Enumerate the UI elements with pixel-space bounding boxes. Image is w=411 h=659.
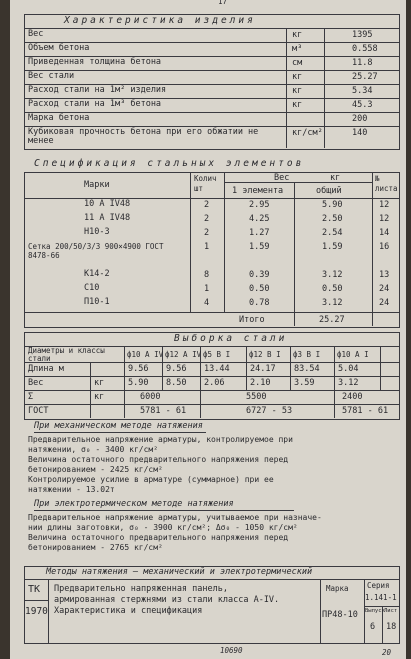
specification-table <box>24 158 400 328</box>
spec-row-sheet: 14 <box>379 228 390 238</box>
spec-row-total: 2.54 <box>322 228 343 238</box>
electrothermal-text-line: нии длины заготовки, σ₀ - 3900 кг/см²; Δσ₀ - 1050 кг/см² <box>28 523 298 532</box>
stamp-desc-2: Характеристика и спецификация <box>54 606 203 616</box>
char-row-value: 1395 <box>352 30 373 40</box>
mechanical-text-line: бетонированием - 2425 кг/см² <box>28 465 163 474</box>
spec-row-one: 0.78 <box>249 298 270 308</box>
spec-row-sheet: 24 <box>379 298 390 308</box>
spec-row-mark: 11 А IV48 <box>84 213 131 223</box>
selection-cell: 9.56 <box>166 364 187 374</box>
char-row-unit: м³ <box>292 44 303 54</box>
char-row-label: Объем бетона <box>28 43 90 53</box>
spec-total-value: 25.27 <box>319 315 345 325</box>
selection-cell: 8.50 <box>166 378 187 388</box>
spec-row-mark: П10-1 <box>84 297 110 307</box>
mechanical-text-line: натяжении, σ₀ - 3400 кг/см² <box>28 445 159 454</box>
selection-row-unit: кг <box>94 392 105 402</box>
selection-cell: 3.59 <box>294 378 315 388</box>
selection-row-label: Σ <box>28 392 34 402</box>
char-row-label: Расход стали на 1м³ бетона <box>28 99 162 109</box>
spec-row-total: 1.59 <box>322 242 343 252</box>
top-page-number: 17 <box>218 0 228 6</box>
marka-label: Марка <box>326 584 349 593</box>
spec-header-sheet: № листа <box>375 174 398 193</box>
selection-cell: 2.06 <box>204 378 225 388</box>
spec-row-qty: 2 <box>204 228 210 238</box>
spec-row-qty: 4 <box>204 298 210 308</box>
char-row-label: Расход стали на 1м² изделия <box>28 85 167 95</box>
selection-cell: 13.44 <box>204 364 230 374</box>
selection-row-unit: кг <box>94 378 105 388</box>
selection-col-header: ф10 А IV <box>127 350 164 359</box>
spec-row-one: 0.39 <box>249 270 270 280</box>
char-row-unit: кг <box>292 72 303 82</box>
specification-title: Спецификация стальных элементов <box>34 158 305 169</box>
marka-value: ПР48-10 <box>322 610 358 620</box>
selection-group-cell: 6000 <box>140 392 161 402</box>
characteristics-title: Характеристика изделия <box>64 15 256 26</box>
spec-row-one: 0.50 <box>249 284 270 294</box>
mechanical-text-line: Предварительное напряжение арматуры, контролируемое при <box>28 435 293 444</box>
spec-row-one: 1.27 <box>249 228 270 238</box>
title-block <box>24 566 400 644</box>
list-value: 18 <box>386 622 397 632</box>
spec-row-sheet: 16 <box>379 242 390 252</box>
spec-row-sheet: 13 <box>379 270 390 280</box>
selection-col-header: ф10 А I <box>337 350 369 359</box>
char-row-unit: кг <box>292 100 303 110</box>
selection-group-cell: 5500 <box>246 392 267 402</box>
spec-row-sheet: 24 <box>379 284 390 294</box>
char-row-label: Кубиковая прочность бетона при его обжатии не менее <box>28 127 259 146</box>
selection-cell: 3.12 <box>338 378 359 388</box>
spec-row-qty: 8 <box>204 270 210 280</box>
char-row-value: 200 <box>352 114 368 124</box>
selection-col-header: ф5 В I <box>203 350 231 359</box>
mechanical-text-line: Величина остаточного предварительного напряжения перед <box>28 455 289 464</box>
mechanical-text-line: Контролируемое усилие в арматуре (суммарное) при ее <box>28 475 274 484</box>
spec-row-total: 5.90 <box>322 200 343 210</box>
spec-total-label: Итого <box>239 315 265 325</box>
seria-value: 1.141-1 <box>365 593 397 602</box>
char-row-label: Приведенная толщина бетона <box>28 57 162 67</box>
selection-cell: 9.56 <box>128 364 149 374</box>
char-row-value: 25.27 <box>352 72 378 82</box>
electrothermal-text-line: Предварительное напряжение арматуры, учитываемое при назначе- <box>28 513 322 522</box>
char-row-unit: см <box>292 58 303 68</box>
char-row-unit: кг <box>292 86 303 96</box>
selection-group-cell: 6727 - 53 <box>246 406 293 416</box>
selection-cell: 5.04 <box>338 364 359 374</box>
selection-group-cell: 5781 - 61 <box>342 406 389 416</box>
selection-group-cell: 5781 - 61 <box>140 406 187 416</box>
spec-row-total: 3.12 <box>322 298 343 308</box>
spec-row-one: 4.25 <box>249 214 270 224</box>
spec-row-mark: Сетка 200/50/3/3 900×4900 ГОСТ 8478-66 <box>28 242 164 260</box>
seria-label: Серия <box>367 581 390 590</box>
spec-header-weight: Вес <box>274 173 290 183</box>
selection-title: Выборка стали <box>174 333 288 344</box>
spec-row-qty: 2 <box>204 200 210 210</box>
list-label: Лист <box>384 608 398 614</box>
steel-selection-table <box>24 332 400 420</box>
drawing-sheet <box>10 0 406 659</box>
selection-cell: 24.17 <box>250 364 276 374</box>
selection-row-header: Диаметры и классы стали <box>28 346 105 363</box>
spec-row-mark: Н10-3 <box>84 227 110 237</box>
spec-header-marks: Марки <box>84 180 110 190</box>
bottom-right-number: 20 <box>382 648 392 657</box>
spec-row-one: 2.95 <box>249 200 270 210</box>
selection-cell: 83.54 <box>294 364 320 374</box>
spec-row-sheet: 12 <box>379 200 390 210</box>
spec-row-mark: К14-2 <box>84 269 110 279</box>
char-row-value: 140 <box>352 128 368 138</box>
spec-row-mark: С10 <box>84 283 100 293</box>
spec-header-kg: кг <box>330 173 341 183</box>
selection-col-header: ф12 А IV <box>165 350 202 359</box>
spec-row-total: 2.50 <box>322 214 343 224</box>
spec-row-qty: 2 <box>204 214 210 224</box>
char-row-label: Вес стали <box>28 71 75 81</box>
spec-header-one: 1 элемента <box>232 186 284 196</box>
selection-col-header: ф3 В I <box>293 350 321 359</box>
mechanical-text-line: натяжении - 13.02т <box>28 485 115 494</box>
selection-cell: 5.90 <box>128 378 149 388</box>
stamp-desc-0: Предварительно напряженная панель, <box>54 584 228 594</box>
selection-row-label: ГОСТ <box>28 406 49 416</box>
electrothermal-method-title: При электротермическом методе натяжения <box>34 499 234 509</box>
methods-line: Методы натяжения — механический и электротермический <box>46 567 313 577</box>
spec-row-one: 1.59 <box>249 242 270 252</box>
spec-header-qty: Колич шт <box>194 174 217 193</box>
char-row-label: Марка бетона <box>28 113 90 123</box>
selection-cell: 2.10 <box>250 378 271 388</box>
char-row-value: 5.34 <box>352 86 373 96</box>
spec-header-total: общий <box>316 186 342 196</box>
bottom-number: 10690 <box>220 646 243 655</box>
vyp-value: 6 <box>370 622 376 632</box>
char-row-value: 11.8 <box>352 58 373 68</box>
tk-label: ТК <box>28 584 41 595</box>
char-row-unit: кг <box>292 30 303 40</box>
char-row-value: 0.558 <box>352 44 378 54</box>
char-row-unit: кг/см² <box>292 128 323 138</box>
mechanical-method-title: При механическом методе натяжения <box>34 421 203 431</box>
char-row-value: 45.3 <box>352 100 373 110</box>
selection-row-label: Длина м <box>28 364 64 374</box>
spec-row-total: 3.12 <box>322 270 343 280</box>
selection-group-cell: 2400 <box>342 392 363 402</box>
selection-row-label: Вес <box>28 378 44 388</box>
year-label: 1970 <box>25 606 48 617</box>
spec-row-sheet: 12 <box>379 214 390 224</box>
selection-col-header: ф12 В I <box>249 350 281 359</box>
spec-row-qty: 1 <box>204 242 210 252</box>
spec-row-total: 0.50 <box>322 284 343 294</box>
electrothermal-text-line: Величина остаточного предварительного напряжения перед <box>28 533 289 542</box>
spec-row-qty: 1 <box>204 284 210 294</box>
spec-row-mark: 10 А IV48 <box>84 199 131 209</box>
characteristics-table <box>24 14 400 150</box>
stamp-desc-1: армированная стержнями из стали класса А-IV. <box>54 595 280 605</box>
electrothermal-text-line: бетонированием - 2765 кг/см² <box>28 543 163 552</box>
vyp-label: Выпуск <box>365 608 385 614</box>
char-row-label: Вес <box>28 29 44 39</box>
